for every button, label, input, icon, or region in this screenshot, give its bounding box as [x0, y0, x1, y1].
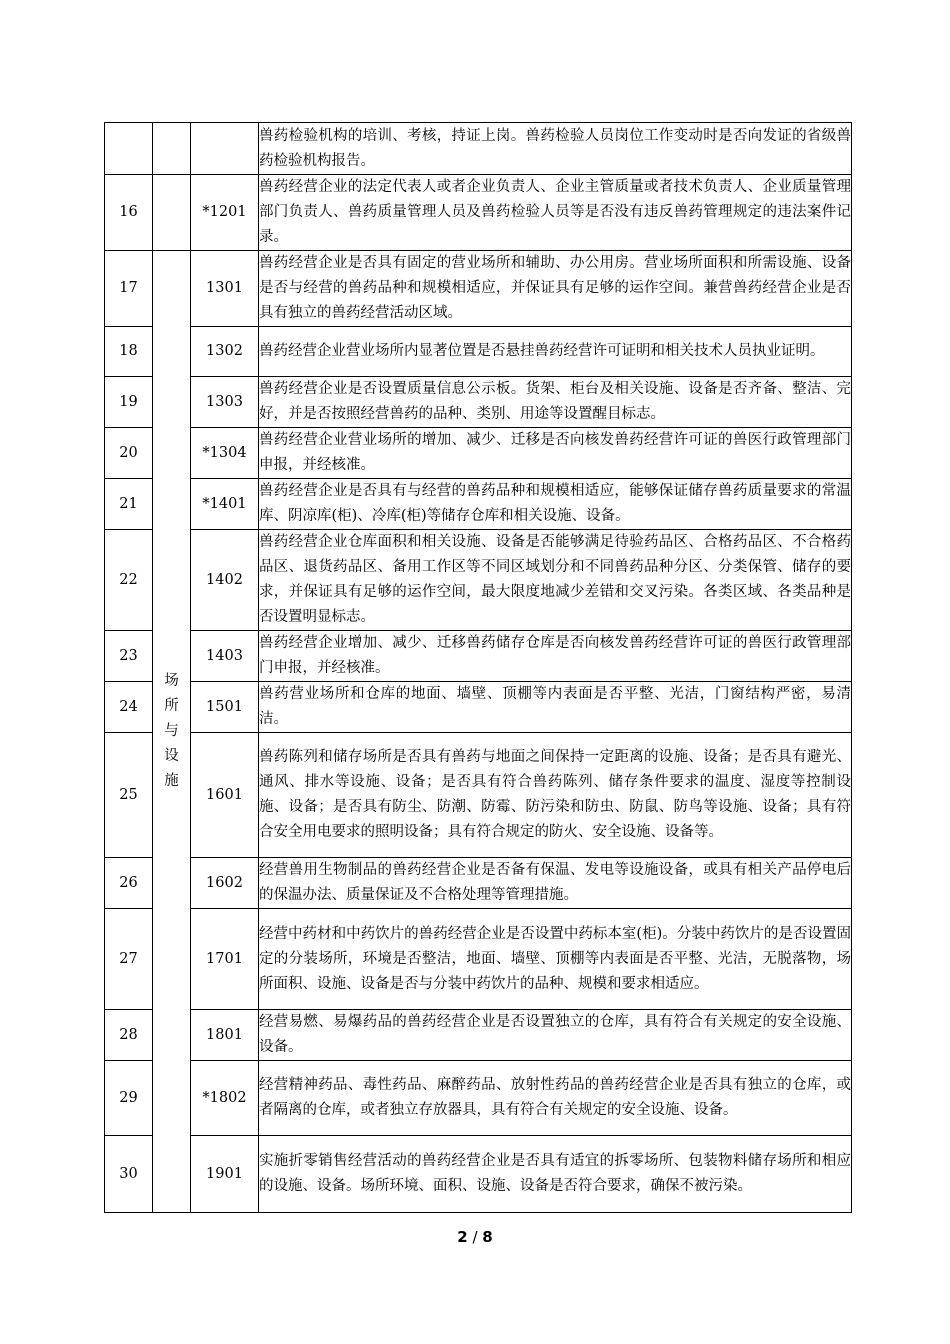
row-number: 29	[105, 1061, 153, 1136]
row-number	[105, 123, 153, 175]
table-row	[105, 428, 852, 479]
table-row	[105, 858, 852, 909]
item-description: 兽药经营企业仓库面积和相关设施、设备是否能够满足待验药品区、合格药品区、不合格药品区、退货药品区、备用工作区等不同区域划分和不同兽药品种分区、分类保管、储存的要求，并保证具有足够的运作空间，最大限度地减少差错和交叉污染。各类区域、各类品种是否设置明显标志。	[259, 530, 852, 631]
item-description: 兽药经营企业是否具有与经营的兽药品种和规模相适应，能够保证储存兽药质量要求的常温库、阴凉库(柜)、冷库(柜)等储存仓库和相关设施、设备。	[259, 479, 852, 530]
item-description: 经营精神药品、毒性药品、麻醉药品、放射性药品的兽药经营企业是否具有独立的仓库，或者隔离的仓库，或者独立存放器具，具有符合有关规定的安全设施、设备。	[259, 1061, 852, 1136]
item-description: 兽药经营企业的法定代表人或者企业负责人、企业主管质量或者技术负责人、企业质量管理部门负责人、兽药质量管理人员及兽药检验人员等是否没有违反兽药管理规定的违法案件记录。	[259, 175, 852, 251]
row-number: 23	[105, 631, 153, 682]
item-code	[191, 123, 259, 175]
row-number: 19	[105, 377, 153, 428]
table-row	[105, 909, 852, 1010]
item-description: 兽药检验机构的培训、考核，持证上岗。兽药检验人员岗位工作变动时是否向发证的省级兽药检验机构报告。	[259, 123, 852, 175]
item-description: 兽药经营企业是否具有固定的营业场所和辅助、办公用房。营业场所面积和所需设施、设备是否与经营的兽药品种和规模相适应，并保证具有足够的运作空间。兼营兽药经营企业是否具有独立的兽药经营活动区域。	[259, 251, 852, 327]
item-code: *1401	[191, 479, 259, 530]
item-description: 经营兽用生物制品的兽药经营企业是否备有保温、发电等设施设备，或具有相关产品停电后的保温办法、质量保证及不合格处理等管理措施。	[259, 858, 852, 909]
category-blank-cell	[153, 175, 191, 251]
row-number: 25	[105, 733, 153, 858]
row-number: 16	[105, 175, 153, 251]
table-row	[105, 123, 852, 175]
row-number: 28	[105, 1010, 153, 1061]
item-code: 1901	[191, 1136, 259, 1213]
item-code: 1403	[191, 631, 259, 682]
item-code: *1304	[191, 428, 259, 479]
table-row	[105, 733, 852, 858]
item-description: 经营易燃、易爆药品的兽药经营企业是否设置独立的仓库，具有符合有关规定的安全设施、设备。	[259, 1010, 852, 1061]
item-description: 兽药经营企业是否设置质量信息公示板。货架、柜台及相关设施、设备是否齐备、整洁、完好，并是否按照经营兽药的品种、类别、用途等设置醒目标志。	[259, 377, 852, 428]
table-row	[105, 175, 852, 251]
row-number: 20	[105, 428, 153, 479]
checklist-table	[104, 122, 852, 1213]
category-blank-cell	[153, 123, 191, 175]
item-code: 1602	[191, 858, 259, 909]
page-current: 2	[457, 1228, 468, 1246]
category-cell	[153, 251, 191, 1213]
row-number: 27	[105, 909, 153, 1010]
table-row	[105, 631, 852, 682]
item-code: 1501	[191, 682, 259, 733]
page-total: 8	[482, 1228, 493, 1246]
item-description: 兽药经营企业营业场所的增加、减少、迁移是否向核发兽药经营许可证的兽医行政管理部门申报，并经核准。	[259, 428, 852, 479]
item-description: 经营中药材和中药饮片的兽药经营企业是否设置中药标本室(柜)。分装中药饮片的是否设置固定的分装场所，环境是否整洁，地面、墙壁、顶棚等内表面是否平整、光洁，无脱落物，场所面积、设施、设备是否与分装中药饮片的品种、规模和要求相适应。	[259, 909, 852, 1010]
row-number: 30	[105, 1136, 153, 1213]
item-description: 兽药陈列和储存场所是否具有兽药与地面之间保持一定距离的设施、设备；是否具有避光、通风、排水等设施、设备；是否具有符合兽药陈列、储存条件要求的温度、湿度等控制设施、设备；是否具有防尘、防潮、防霉、防污染和防虫、防鼠、防鸟等设施、设备；具有符合安全用电要求的照明设备；具有符合规定的防火、安全设施、设备等。	[259, 733, 852, 858]
table-row	[105, 682, 852, 733]
table-row	[105, 327, 852, 377]
item-code: 1701	[191, 909, 259, 1010]
item-description: 兽药经营企业增加、减少、迁移兽药储存仓库是否向核发兽药经营许可证的兽医行政管理部门申报，并经核准。	[259, 631, 852, 682]
item-code: *1201	[191, 175, 259, 251]
row-number: 22	[105, 530, 153, 631]
item-description: 兽药营业场所和仓库的地面、墙壁、顶棚等内表面是否平整、光洁，门窗结构严密，易清洁。	[259, 682, 852, 733]
table-row	[105, 530, 852, 631]
table-row	[105, 1010, 852, 1061]
row-number: 17	[105, 251, 153, 327]
table-row	[105, 479, 852, 530]
item-code: *1802	[191, 1061, 259, 1136]
table-row	[105, 1136, 852, 1213]
table-row	[105, 1061, 852, 1136]
row-number: 18	[105, 327, 153, 377]
table-row	[105, 251, 852, 327]
item-code: 1301	[191, 251, 259, 327]
item-description: 兽药经营企业营业场所内显著位置是否悬挂兽药经营许可证明和相关技术人员执业证明。	[259, 327, 852, 377]
table-row	[105, 377, 852, 428]
item-code: 1302	[191, 327, 259, 377]
page-number: 2 / 8	[457, 1228, 493, 1246]
item-code: 1303	[191, 377, 259, 428]
item-code: 1801	[191, 1010, 259, 1061]
item-code: 1601	[191, 733, 259, 858]
row-number: 24	[105, 682, 153, 733]
item-code: 1402	[191, 530, 259, 631]
row-number: 21	[105, 479, 153, 530]
item-description: 实施折零销售经营活动的兽药经营企业是否具有适宜的拆零场所、包装物料储存场所和相应的设施、设备。场所环境、面积、设施、设备是否符合要求，确保不被污染。	[259, 1136, 852, 1213]
row-number: 26	[105, 858, 153, 909]
category-label: 场所与设施	[164, 673, 179, 789]
